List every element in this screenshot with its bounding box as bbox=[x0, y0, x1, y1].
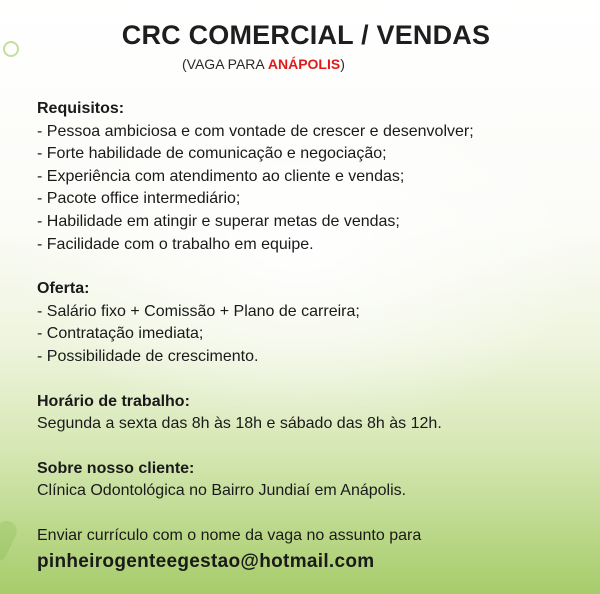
subtitle-prefix: (VAGA PARA bbox=[182, 56, 268, 72]
subtitle-suffix: ) bbox=[340, 56, 345, 72]
job-title: CRC COMERCIAL / VENDAS bbox=[121, 20, 491, 50]
requisito-item: - Habilidade em atingir e superar metas de vendas; bbox=[37, 212, 400, 230]
decorative-leaf-icon bbox=[0, 518, 20, 565]
subtitle-city: ANÁPOLIS bbox=[267, 56, 341, 72]
oferta-item: - Salário fixo + Comissão + Plano de carreira; bbox=[37, 302, 360, 320]
requisito-item: - Facilidade com o trabalho em equipe. bbox=[37, 235, 314, 253]
cliente-section bbox=[37, 458, 587, 503]
cliente-heading: Sobre nosso cliente: bbox=[37, 459, 195, 477]
contato-email: pinheirogenteegestao@hotmail.com bbox=[37, 550, 375, 572]
section-spacer bbox=[37, 503, 587, 525]
requisitos-section bbox=[37, 98, 587, 256]
contato-instruction: Enviar currículo com o nome da vaga no assunto para bbox=[37, 526, 422, 544]
oferta-item: - Possibilidade de crescimento. bbox=[37, 347, 259, 365]
contato-section bbox=[37, 525, 587, 573]
section-spacer bbox=[37, 436, 587, 458]
section-spacer bbox=[37, 256, 587, 278]
requisito-item: - Pacote office intermediário; bbox=[37, 190, 241, 208]
requisito-item: - Pessoa ambiciosa e com vontade de crescer e desenvolver; bbox=[37, 122, 474, 140]
requisito-item: - Experiência com atendimento ao cliente e vendas; bbox=[37, 167, 405, 185]
job-subtitle bbox=[182, 56, 345, 72]
cliente-text: Clínica Odontológica no Bairro Jundiaí em Anápolis. bbox=[37, 482, 407, 500]
horario-heading: Horário de trabalho: bbox=[37, 392, 190, 410]
horario-text: Segunda a sexta das 8h às 18h e sábado das 8h às 12h. bbox=[37, 415, 442, 433]
oferta-section bbox=[37, 278, 587, 368]
requisito-item: - Forte habilidade de comunicação e negociação; bbox=[37, 145, 387, 163]
section-spacer bbox=[37, 369, 587, 391]
horario-section bbox=[37, 391, 587, 436]
requisitos-heading: Requisitos: bbox=[37, 100, 125, 117]
oferta-heading: Oferta: bbox=[37, 280, 90, 298]
oferta-item: - Contratação imediata; bbox=[37, 325, 204, 343]
job-content bbox=[37, 98, 587, 573]
